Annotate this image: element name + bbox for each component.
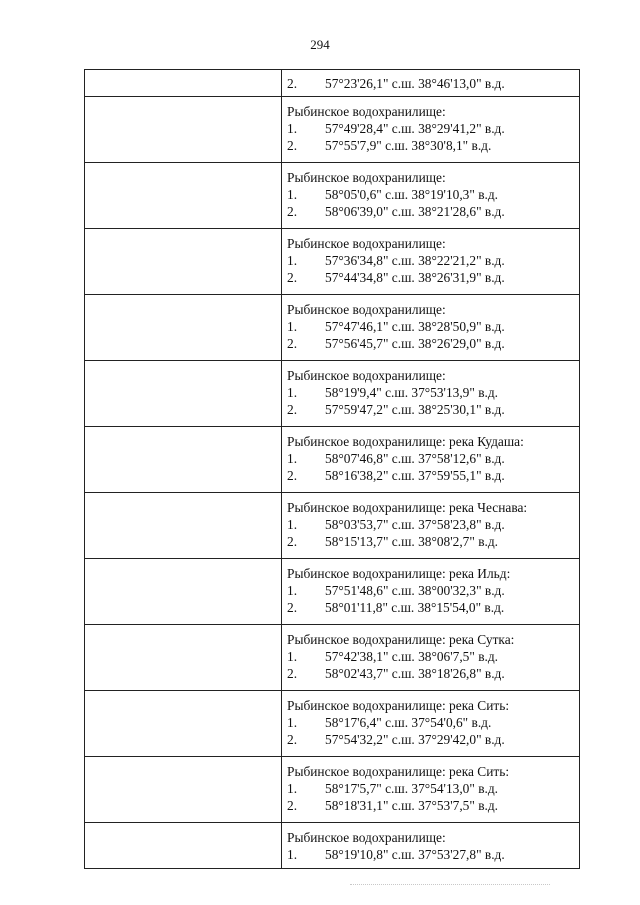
table-row (85, 295, 580, 361)
table-row (85, 757, 580, 823)
coordinate-line (287, 780, 579, 797)
coordinate-line (287, 269, 579, 286)
point-coordinates: 58°19'10,8" с.ш. 37°53'27,8" в.д. (325, 847, 505, 862)
table-cell-coordinates (282, 691, 580, 757)
table-row (85, 361, 580, 427)
coordinate-line (287, 120, 579, 137)
table-cell-empty (85, 229, 282, 295)
point-coordinates: 58°19'9,4" с.ш. 37°53'13,9" в.д. (325, 385, 499, 400)
table-row (85, 70, 580, 97)
table-row (85, 625, 580, 691)
coordinate-line (287, 846, 579, 863)
point-number: 1. (287, 847, 298, 862)
table-cell-empty (85, 823, 282, 869)
point-coordinates: 58°17'5,7" с.ш. 37°54'13,0" в.д. (325, 781, 499, 796)
table-row (85, 823, 580, 869)
table-row (85, 691, 580, 757)
table-cell-empty (85, 70, 282, 97)
point-coordinates: 58°06'39,0" с.ш. 38°21'28,6" в.д. (325, 204, 505, 219)
table-cell-empty (85, 493, 282, 559)
point-number: 2. (287, 138, 298, 153)
table-row (85, 559, 580, 625)
table-cell-empty (85, 691, 282, 757)
coordinate-line (287, 648, 579, 665)
point-coordinates: 58°05'0,6" с.ш. 38°19'10,3" в.д. (325, 187, 499, 202)
table-cell-coordinates (282, 361, 580, 427)
water-body-title: Рыбинское водохранилище: река Кудаша: (287, 434, 524, 449)
coordinate-line (287, 335, 579, 352)
water-body-title: Рыбинское водохранилище: (287, 236, 446, 251)
table-row (85, 229, 580, 295)
coordinate-line (287, 137, 579, 154)
coordinate-line (287, 450, 579, 467)
table-body (85, 70, 580, 869)
point-coordinates: 57°36'34,8" с.ш. 38°22'21,2" в.д. (325, 253, 505, 268)
point-coordinates: 58°03'53,7" с.ш. 37°58'23,8" в.д. (325, 517, 505, 532)
point-number: 2. (287, 666, 298, 681)
water-body-title: Рыбинское водохранилище: (287, 170, 446, 185)
table-row (85, 163, 580, 229)
table-cell-coordinates (282, 757, 580, 823)
table-cell-coordinates (282, 427, 580, 493)
table-cell-coordinates (282, 295, 580, 361)
point-number: 1. (287, 517, 298, 532)
point-coordinates: 57°23'26,1" с.ш. 38°46'13,0" в.д. (325, 76, 505, 91)
coordinate-line (287, 599, 579, 616)
point-number: 2. (287, 402, 298, 417)
coordinate-line (287, 516, 579, 533)
point-number: 1. (287, 187, 298, 202)
scan-artifact-dots (350, 884, 550, 886)
table-row (85, 97, 580, 163)
table-cell-coordinates (282, 70, 580, 97)
point-coordinates: 57°55'7,9" с.ш. 38°30'8,1" в.д. (325, 138, 492, 153)
coordinate-line (287, 203, 579, 220)
point-number: 2. (287, 798, 298, 813)
water-body-title: Рыбинское водохранилище: река Сутка: (287, 632, 515, 647)
coordinate-line (287, 731, 579, 748)
page-number: 294 (310, 37, 330, 52)
point-coordinates: 57°54'32,2" с.ш. 37°29'42,0" в.д. (325, 732, 505, 747)
table-cell-coordinates (282, 97, 580, 163)
coordinate-line (287, 401, 579, 418)
point-number: 2. (287, 468, 298, 483)
point-number: 2. (287, 336, 298, 351)
table-cell-empty (85, 757, 282, 823)
water-body-title: Рыбинское водохранилище: река Чеснава: (287, 500, 528, 515)
table-row (85, 493, 580, 559)
point-number: 2. (287, 732, 298, 747)
point-coordinates: 57°44'34,8" с.ш. 38°26'31,9" в.д. (325, 270, 505, 285)
point-coordinates: 57°47'46,1" с.ш. 38°28'50,9" в.д. (325, 319, 505, 334)
coordinate-line (287, 714, 579, 731)
water-body-title: Рыбинское водохранилище: река Ильд: (287, 566, 511, 581)
point-number: 2. (287, 534, 298, 549)
coordinate-line (287, 318, 579, 335)
coordinate-line (287, 467, 579, 484)
point-coordinates: 58°01'11,8" с.ш. 38°15'54,0" в.д. (325, 600, 505, 615)
point-coordinates: 57°59'47,2" с.ш. 38°25'30,1" в.д. (325, 402, 505, 417)
table-cell-coordinates (282, 229, 580, 295)
point-coordinates: 58°17'6,4" с.ш. 37°54'0,6" в.д. (325, 715, 492, 730)
table-cell-empty (85, 295, 282, 361)
coordinate-line (287, 533, 579, 550)
table-cell-coordinates (282, 493, 580, 559)
coordinate-line (287, 252, 579, 269)
point-coordinates: 58°16'38,2" с.ш. 37°59'55,1" в.д. (325, 468, 505, 483)
coordinate-line (287, 797, 579, 814)
table-cell-empty (85, 97, 282, 163)
coordinate-line (287, 665, 579, 682)
table-cell-coordinates (282, 163, 580, 229)
water-body-title: Рыбинское водохранилище: река Сить: (287, 764, 510, 779)
coordinate-line (287, 582, 579, 599)
point-number: 2. (287, 204, 298, 219)
point-coordinates: 58°15'13,7" с.ш. 38°08'2,7" в.д. (325, 534, 499, 549)
water-body-title: Рыбинское водохранилище: (287, 368, 446, 383)
table-cell-coordinates (282, 559, 580, 625)
point-number: 2. (287, 600, 298, 615)
coordinates-table (84, 69, 580, 869)
point-number: 2. (287, 76, 298, 91)
coordinate-line (287, 186, 579, 203)
table-cell-empty (85, 427, 282, 493)
point-number: 1. (287, 121, 298, 136)
table-cell-empty (85, 625, 282, 691)
point-coordinates: 57°49'28,4" с.ш. 38°29'41,2" в.д. (325, 121, 505, 136)
point-coordinates: 57°42'38,1" с.ш. 38°06'7,5" в.д. (325, 649, 499, 664)
point-number: 1. (287, 715, 298, 730)
coordinate-line (287, 384, 579, 401)
point-number: 1. (287, 319, 298, 334)
point-coordinates: 57°51'48,6" с.ш. 38°00'32,3" в.д. (325, 583, 505, 598)
water-body-title: Рыбинское водохранилище: река Сить: (287, 698, 510, 713)
table-cell-coordinates (282, 823, 580, 869)
point-number: 1. (287, 649, 298, 664)
point-coordinates: 57°56'45,7" с.ш. 38°26'29,0" в.д. (325, 336, 505, 351)
water-body-title: Рыбинское водохранилище: (287, 302, 446, 317)
table-cell-empty (85, 559, 282, 625)
table-row (85, 427, 580, 493)
point-number: 2. (287, 270, 298, 285)
point-number: 1. (287, 385, 298, 400)
point-number: 1. (287, 253, 298, 268)
point-coordinates: 58°07'46,8" с.ш. 37°58'12,6" в.д. (325, 451, 505, 466)
point-number: 1. (287, 451, 298, 466)
point-coordinates: 58°02'43,7" с.ш. 38°18'26,8" в.д. (325, 666, 505, 681)
table-cell-empty (85, 163, 282, 229)
table-cell-empty (85, 361, 282, 427)
water-body-title: Рыбинское водохранилище: (287, 104, 446, 119)
table-cell-coordinates (282, 625, 580, 691)
point-coordinates: 58°18'31,1" с.ш. 37°53'7,5" в.д. (325, 798, 499, 813)
water-body-title: Рыбинское водохранилище: (287, 830, 446, 845)
point-number: 1. (287, 781, 298, 796)
point-number: 1. (287, 583, 298, 598)
coordinate-line (287, 75, 579, 92)
